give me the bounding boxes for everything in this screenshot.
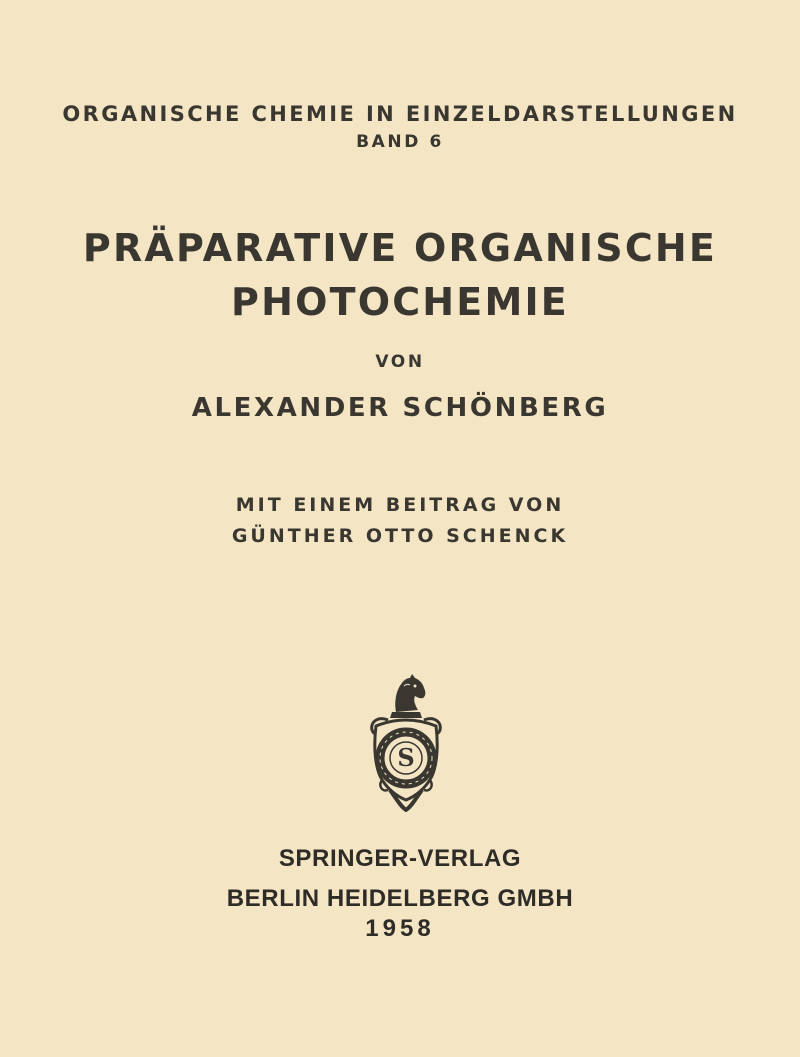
book-title-line-1: PRÄPARATIVE ORGANISCHE: [82, 226, 718, 270]
publication-year: 1958: [365, 915, 435, 942]
contribution-line-1: MIT EINEM BEITRAG VON: [235, 494, 565, 516]
springer-knight-seal-icon: [360, 672, 452, 812]
book-title-line-2: PHOTOCHEMIE: [231, 280, 569, 324]
publisher-place: BERLIN HEIDELBERG GMBH: [226, 885, 574, 912]
volume-number: BAND 6: [356, 132, 444, 152]
svg-text:S: S: [397, 743, 415, 772]
series-title: ORGANISCHE CHEMIE IN EINZELDARSTELLUNGEN: [62, 102, 738, 126]
publisher-name: SPRINGER-VERLAG: [278, 845, 522, 872]
by-label: VON: [375, 352, 425, 372]
author-name: ALEXANDER SCHÖNBERG: [191, 393, 609, 423]
contribution-line-2: GÜNTHER OTTO SCHENCK: [231, 525, 569, 547]
